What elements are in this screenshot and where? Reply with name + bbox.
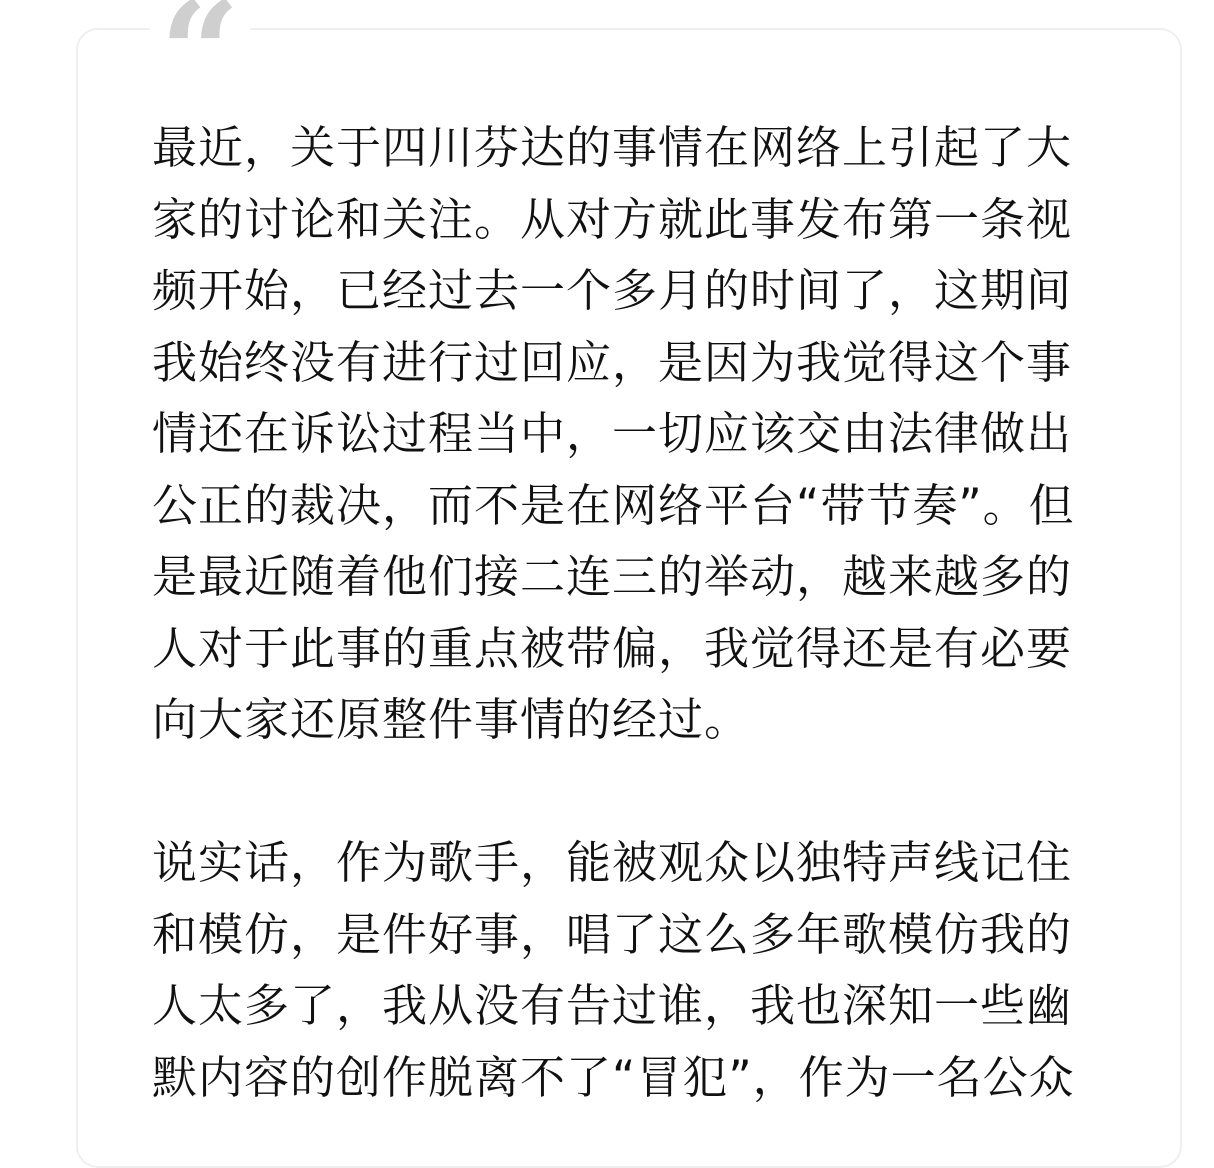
quote-mark-icon bbox=[150, 0, 250, 64]
paragraph-1-line-8: 人对于此事的重点被带偏，我觉得还是有必要 bbox=[152, 621, 1073, 675]
article-text bbox=[152, 112, 1114, 1113]
paragraph-1-line-4: 我始终没有进行过回应，是因为我觉得这个事 bbox=[152, 335, 1073, 389]
paragraph-1-line-7: 是最近随着他们接二连三的举动，越来越多的 bbox=[152, 550, 1073, 603]
paragraph-2-line-1: 说实话，作为歌手，能被观众以独特声线记住 bbox=[152, 836, 1073, 889]
paragraph-2-line-4: 默内容的创作脱离不了“冒犯”，作为一名公众 bbox=[152, 1050, 1075, 1104]
paragraph-spacer bbox=[152, 756, 1114, 828]
paragraph-1-line-5: 情还在诉讼过程当中，一切应该交由法律做出 bbox=[152, 407, 1073, 460]
paragraph-2-line-2: 和模仿，是件好事，唱了这么多年歌模仿我的 bbox=[152, 907, 1073, 961]
paragraph-2-line-3: 人太多了，我从没有告过谁，我也深知一些幽 bbox=[152, 979, 1073, 1032]
paragraph-1-line-6: 公正的裁决，而不是在网络平台“带节奏”。但 bbox=[152, 478, 1075, 532]
paragraph-1-line-9: 向大家还原整件事情的经过。 bbox=[152, 693, 751, 746]
paragraph-1-line-1: 最近，关于四川芬达的事情在网络上引起了大 bbox=[152, 121, 1073, 174]
paragraph-1-line-2: 家的讨论和关注。从对方就此事发布第一条视 bbox=[152, 192, 1073, 246]
paragraph-1-line-3: 频开始，已经过去一个多月的时间了，这期间 bbox=[152, 264, 1073, 317]
